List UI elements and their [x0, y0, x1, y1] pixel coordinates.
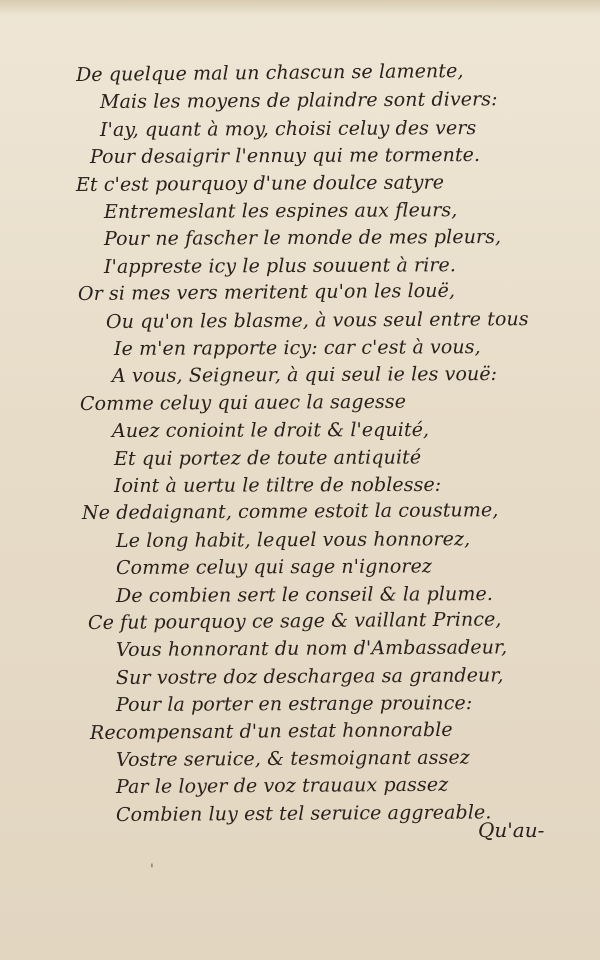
- poem-line: Recompensant d'un estat honnorable: [89, 718, 453, 744]
- poem-line: I'appreste icy le plus souuent à rire.: [103, 253, 457, 278]
- poem-line: Pour la porter en estrange prouince:: [115, 692, 473, 717]
- catchword: Qu'au-: [478, 818, 545, 842]
- poem-line: Vostre seruice, & tesmoignant assez: [115, 746, 470, 771]
- poem-line: Et qui portez de toute antiquité: [113, 445, 422, 470]
- poem-line: Vous honnorant du nom d'Ambassadeur,: [115, 636, 508, 662]
- poem-line: Combien luy est tel seruice aggreable.: [115, 801, 492, 826]
- poem-line: Et c'est pourquoy d'une doulce satyre: [75, 171, 445, 196]
- poem-line: Ou qu'on les blasme, à vous seul entre tous: [105, 307, 529, 333]
- poem-line: Ioint à uertu le tiltre de noblesse:: [113, 473, 442, 497]
- poem-line: Auez conioint le droit & l'equité,: [111, 419, 430, 443]
- poem-line: Pour ne fascher le monde de mes pleurs,: [103, 226, 502, 251]
- poem-line: Comme celuy qui sage n'ignorez: [115, 555, 433, 580]
- poem-line: De combien sert le conseil & la plume.: [115, 582, 494, 607]
- poem-line: Ne dedaignant, comme estoit la coustume,: [81, 499, 499, 525]
- poem-line: Pour desaigrir l'ennuy qui me tormente.: [89, 144, 481, 169]
- signature-mark: ': [150, 862, 154, 878]
- poem-line: Mais les moyens de plaindre sont divers:: [99, 88, 498, 114]
- poem-line: Sur vostre doz deschargea sa grandeur,: [115, 664, 504, 689]
- poem-line: I'ay, quant à moy, choisi celuy des vers: [99, 116, 477, 141]
- poem-line: A vous, Seigneur, à qui seul ie les vouë:: [111, 363, 498, 388]
- poem-line: Entremeslant les espines aux fleurs,: [103, 199, 458, 223]
- poem-line: Comme celuy qui auec la sagesse: [79, 390, 407, 415]
- poem-line: Le long habit, lequel vous honnorez,: [115, 527, 471, 552]
- poem-line: Par le loyer de voz trauaux passez: [115, 774, 449, 799]
- poem-line: Ce fut pourquoy ce sage & vaillant Prince,: [87, 608, 502, 634]
- poem-line: Ie m'en rapporte icy: car c'est à vous,: [113, 336, 481, 360]
- poem-line: Or si mes vers meritent qu'on les louë,: [77, 279, 456, 306]
- poem-line: De quelque mal un chascun se lamente,: [75, 59, 464, 86]
